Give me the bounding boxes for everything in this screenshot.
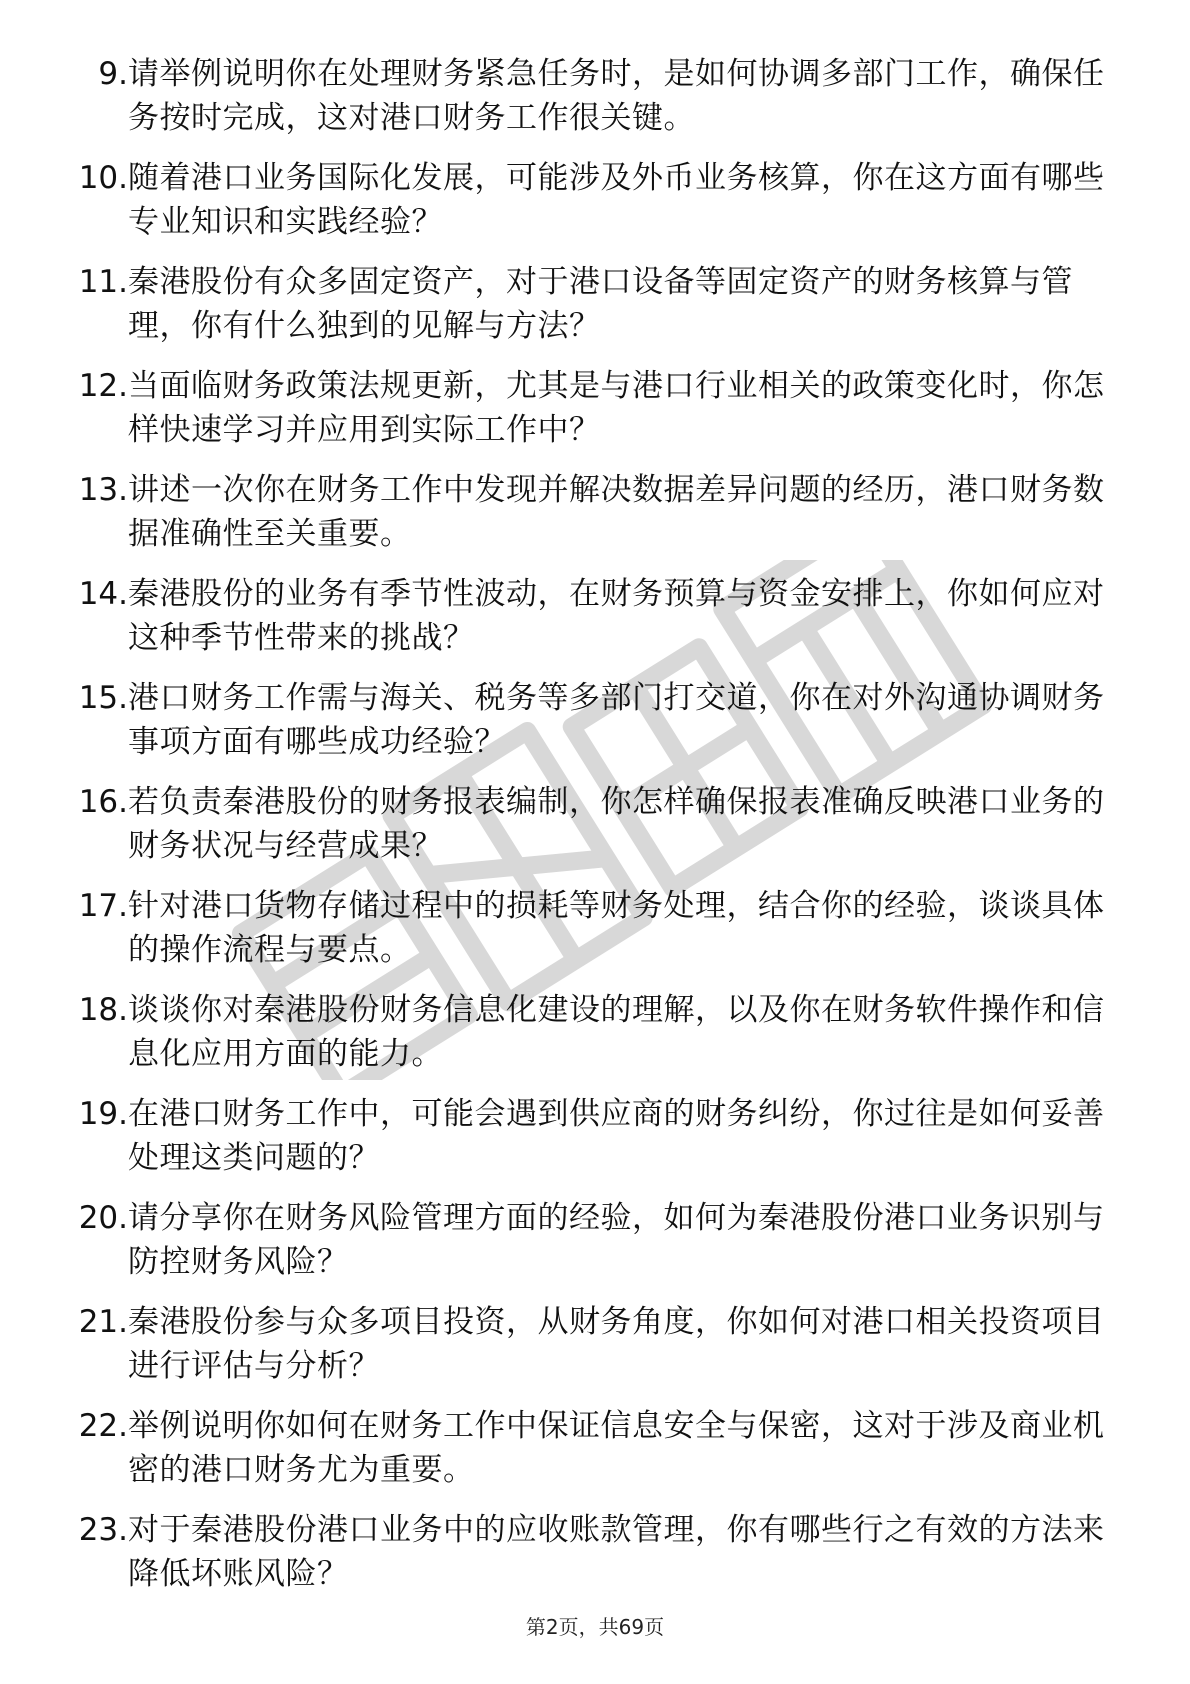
question-number: 19. — [78, 1096, 128, 1132]
question-text: 若负责秦港股份的财务报表编制，你怎样确保报表准确反映港口业务的财务状况与经营成果？ — [128, 784, 1105, 864]
question-item — [0, 1300, 1190, 1404]
question-item — [0, 780, 1190, 884]
question-number: 16. — [78, 784, 128, 820]
question-text: 秦港股份的业务有季节性波动，在财务预算与资金安排上，你如何应对这种季节性带来的挑战？ — [128, 576, 1105, 656]
question-text: 秦港股份参与众多项目投资，从财务角度，你如何对港口相关投资项目进行评估与分析？ — [128, 1304, 1105, 1384]
question-text: 请分享你在财务风险管理方面的经验，如何为秦港股份港口业务识别与防控财务风险？ — [128, 1200, 1105, 1280]
question-item — [0, 156, 1190, 260]
question-number: 12. — [78, 368, 128, 404]
question-number: 15. — [78, 680, 128, 716]
question-number: 18. — [78, 992, 128, 1028]
question-number: 13. — [78, 472, 128, 508]
question-text: 讲述一次你在财务工作中发现并解决数据差异问题的经历，港口财务数据准确性至关重要。 — [128, 472, 1105, 552]
question-text: 针对港口货物存储过程中的损耗等财务处理，结合你的经验，谈谈具体的操作流程与要点。 — [128, 888, 1105, 968]
question-item — [0, 988, 1190, 1092]
question-text: 随着港口业务国际化发展，可能涉及外币业务核算，你在这方面有哪些专业知识和实践经验？ — [128, 160, 1105, 240]
question-number: 14. — [78, 576, 128, 612]
question-list — [0, 52, 1190, 1612]
question-item — [0, 572, 1190, 676]
question-item — [0, 676, 1190, 780]
page-footer: 第2页，共69页 — [525, 1615, 665, 1639]
question-text: 举例说明你如何在财务工作中保证信息安全与保密，这对于涉及商业机密的港口财务尤为重要。 — [128, 1408, 1105, 1488]
question-number: 20. — [78, 1200, 128, 1236]
question-number: 23. — [78, 1512, 128, 1548]
question-number: 21. — [78, 1304, 128, 1340]
question-text: 秦港股份有众多固定资产，对于港口设备等固定资产的财务核算与管理，你有什么独到的见解与方法？ — [128, 264, 1073, 344]
question-item — [0, 260, 1190, 364]
question-number: 11. — [78, 264, 128, 300]
question-number: 22. — [78, 1408, 128, 1444]
question-number: 17. — [78, 888, 128, 924]
question-text: 对于秦港股份港口业务中的应收账款管理，你有哪些行之有效的方法来降低坏账风险？ — [128, 1512, 1105, 1592]
question-item — [0, 1092, 1190, 1196]
question-item — [0, 884, 1190, 988]
question-text: 请举例说明你在处理财务紧急任务时，是如何协调多部门工作，确保任务按时完成，这对港口财务工作很关键。 — [128, 56, 1105, 136]
question-item — [0, 1404, 1190, 1508]
question-item — [0, 468, 1190, 572]
question-item — [0, 52, 1190, 156]
question-text: 在港口财务工作中，可能会遇到供应商的财务纠纷，你过往是如何妥善处理这类问题的？ — [128, 1096, 1105, 1176]
question-text: 港口财务工作需与海关、税务等多部门打交道，你在对外沟通协调财务事项方面有哪些成功经验？ — [128, 680, 1105, 760]
question-number: 9. — [98, 56, 128, 92]
question-text: 当面临财务政策法规更新，尤其是与港口行业相关的政策变化时，你怎样快速学习并应用到实际工作中？ — [128, 368, 1105, 448]
question-number: 10. — [78, 160, 128, 196]
question-text: 谈谈你对秦港股份财务信息化建设的理解，以及你在财务软件操作和信息化应用方面的能力。 — [128, 992, 1105, 1072]
question-item — [0, 1196, 1190, 1300]
question-item — [0, 364, 1190, 468]
question-item — [0, 1508, 1190, 1612]
